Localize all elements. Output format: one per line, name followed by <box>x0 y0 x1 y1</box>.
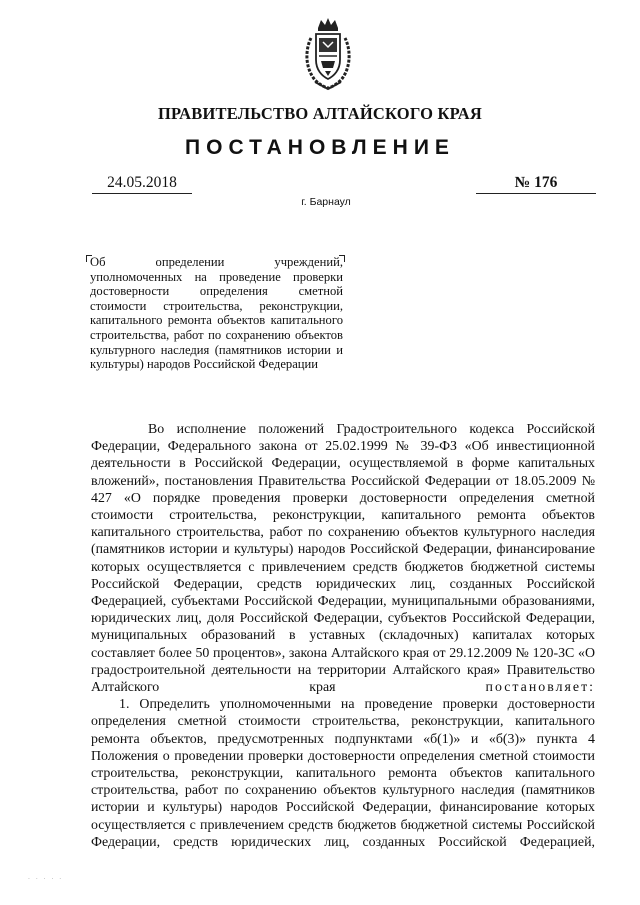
government-title: ПРАВИТЕЛЬСТВО АЛТАЙСКОГО КРАЯ <box>157 104 483 123</box>
document-number-value: № 176 <box>514 174 558 191</box>
document-date-value: 24.05.2018 <box>107 174 177 191</box>
preamble-paragraph <box>91 421 595 696</box>
document-subject: Об определении учреждений, уполномоченных на проведение проверки достоверности определения сметной стоимости строительства, реконструкции, капитального ремонта объектов капитального строительства, работ по сохранению объектов культурного наследия (памятников истории и культуры) народов Российской Федерации <box>90 255 343 372</box>
document-date <box>92 174 192 194</box>
document-city: г. Барнаул <box>301 196 351 208</box>
altai-krai-coat-of-arms-icon <box>301 16 355 92</box>
document-body <box>91 421 595 851</box>
preamble-end: Правительство Алтайского края <box>91 662 595 696</box>
item-1-paragraph: 1. Определить уполномоченными на проведение проверки достоверности определения сметной стоимости строительства, реконструкции, капитального ремонта объектов, предусмотренных подпунктами «б(1)» и «б(3)» пункта 4 Положения о проведении проверки достоверности определения сметной стоимости строительства, реконструкции, капитального ремонта объектов капитального строительства, работ по сохранению объектов культурного наследия (памятников истории и культуры) народов Российской Федерации, финансирование которых осуществляется с привлечением средств бюджетов бюджетной системы Российской Федерации, средств юридических лиц, созданных Российской Федерацией, <box>91 697 595 850</box>
scan-footer-mark: · · · · · <box>28 876 64 883</box>
preamble-text: Во исполнение положений Градостроительного кодекса Российской Федерации, Федерального закона от 25.02.1999 № 39-ФЗ «Об инвестиционной деятельности в Российской Федерации, осуществляемой в форме капитальных вложений», постановления Правительства Российской Федерации от 18.05.2009 № 427 «О порядке проведения проверки достоверности определения сметной стоимости строительства, реконструкции, капитального ремонта объектов капитального строительства, работ по сохранению объектов культурного наследия (памятников истории и культуры) народов Российской Федерации, финансирование которых осуществляется с привлечением средств бюджетов бюджетной системы Российской Федерации, средств юридических лиц, созданных Российской Федерацией, субъектами Российской Федерации, муниципальными образованиями, юридических лиц, доля Российской Федерации, субъектов Российской Федерации, муниципальных образований в уставных (складочных) капиталах которых составляет более 50 процентов», закона Алтайского края от 29.12.2009 № 120-ЗС «О градостроительной деятельности на территории Алтайского края» <box>91 422 595 678</box>
document-type: ПОСТАНОВЛЕНИЕ <box>185 136 455 159</box>
document-number <box>476 174 596 194</box>
resolves-word: постановляет: <box>485 680 595 696</box>
